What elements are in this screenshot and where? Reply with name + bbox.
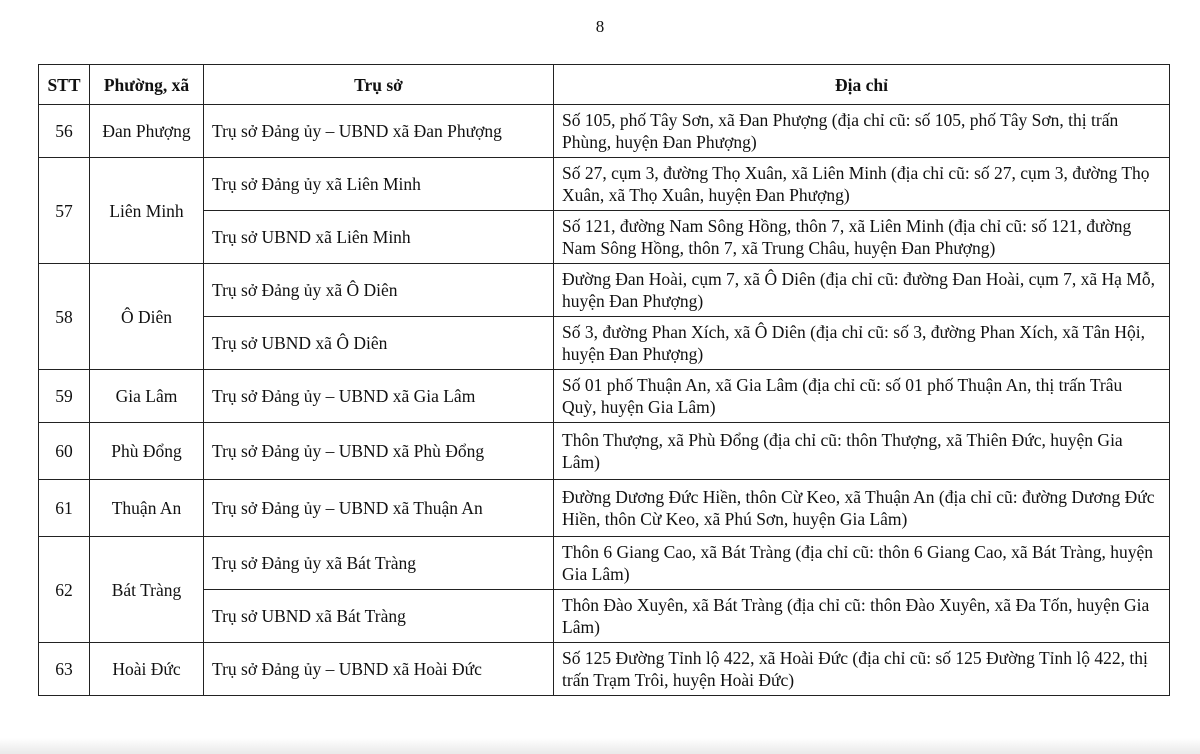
- stt-cell: 59: [39, 370, 90, 423]
- ward-cell: Đan Phượng: [90, 105, 204, 158]
- address-cell: Số 121, đường Nam Sông Hồng, thôn 7, xã Liên Minh (địa chỉ cũ: số 121, đường Nam Sông Hồng, thôn 7, xã Trung Châu, huyện Đan Phượng): [554, 211, 1170, 264]
- office-cell: Trụ sở Đảng ủy xã Liên Minh: [204, 158, 554, 211]
- office-cell: Trụ sở Đảng ủy – UBND xã Gia Lâm: [204, 370, 554, 423]
- office-cell: Trụ sở Đảng ủy – UBND xã Phù Đổng: [204, 423, 554, 480]
- stt-cell: 57: [39, 158, 90, 264]
- table-row: [39, 264, 1170, 317]
- stt-cell: 56: [39, 105, 90, 158]
- scan-edge-shade: [0, 738, 1200, 754]
- header-address: Địa chỉ: [554, 65, 1170, 105]
- stt-cell: 60: [39, 423, 90, 480]
- offices-table: [38, 64, 1170, 696]
- address-cell: Đường Dương Đức Hiền, thôn Cừ Keo, xã Thuận An (địa chỉ cũ: đường Dương Đức Hiền, thôn Cừ Keo, xã Phú Sơn, huyện Gia Lâm): [554, 480, 1170, 537]
- office-cell: Trụ sở Đảng ủy – UBND xã Đan Phượng: [204, 105, 554, 158]
- page-number: 8: [595, 17, 605, 36]
- office-cell: Trụ sở Đảng ủy xã Bát Tràng: [204, 537, 554, 590]
- ward-cell: Liên Minh: [90, 158, 204, 264]
- address-cell: Số 105, phố Tây Sơn, xã Đan Phượng (địa chỉ cũ: số 105, phố Tây Sơn, thị trấn Phùng, huyện Đan Phượng): [554, 105, 1170, 158]
- ward-cell: Thuận An: [90, 480, 204, 537]
- header-ward: Phường, xã: [90, 65, 204, 105]
- office-cell: Trụ sở UBND xã Liên Minh: [204, 211, 554, 264]
- ward-cell: Ô Diên: [90, 264, 204, 370]
- stt-cell: 62: [39, 537, 90, 643]
- stt-cell: 61: [39, 480, 90, 537]
- address-cell: Đường Đan Hoài, cụm 7, xã Ô Diên (địa chỉ cũ: đường Đan Hoài, cụm 7, xã Hạ Mỗ, huyện Đan Phượng): [554, 264, 1170, 317]
- office-cell: Trụ sở Đảng ủy – UBND xã Thuận An: [204, 480, 554, 537]
- address-cell: Số 125 Đường Tỉnh lộ 422, xã Hoài Đức (địa chỉ cũ: số 125 Đường Tỉnh lộ 422, thị trấn Trạm Trôi, huyện Hoài Đức): [554, 643, 1170, 696]
- table-row: [39, 643, 1170, 696]
- table-row: [39, 105, 1170, 158]
- address-cell: Số 27, cụm 3, đường Thọ Xuân, xã Liên Minh (địa chỉ cũ: số 27, cụm 3, đường Thọ Xuân, xã Thọ Xuân, huyện Đan Phượng): [554, 158, 1170, 211]
- office-cell: Trụ sở UBND xã Bát Tràng: [204, 590, 554, 643]
- office-cell: Trụ sở Đảng ủy – UBND xã Hoài Đức: [204, 643, 554, 696]
- ward-cell: Phù Đổng: [90, 423, 204, 480]
- table-row: [39, 537, 1170, 590]
- address-cell: Thôn Đào Xuyên, xã Bát Tràng (địa chỉ cũ: thôn Đào Xuyên, xã Đa Tốn, huyện Gia Lâm): [554, 590, 1170, 643]
- address-cell: Thôn 6 Giang Cao, xã Bát Tràng (địa chỉ cũ: thôn 6 Giang Cao, xã Bát Tràng, huyện Gia Lâm): [554, 537, 1170, 590]
- table-row: [39, 480, 1170, 537]
- address-cell: Thôn Thượng, xã Phù Đổng (địa chỉ cũ: thôn Thượng, xã Thiên Đức, huyện Gia Lâm): [554, 423, 1170, 480]
- office-cell: Trụ sở Đảng ủy xã Ô Diên: [204, 264, 554, 317]
- address-cell: Số 3, đường Phan Xích, xã Ô Diên (địa chỉ cũ: số 3, đường Phan Xích, xã Tân Hội, huyện Đan Phượng): [554, 317, 1170, 370]
- table-row: [39, 317, 1170, 370]
- header-stt: STT: [39, 65, 90, 105]
- office-cell: Trụ sở UBND xã Ô Diên: [204, 317, 554, 370]
- table-body: [39, 105, 1170, 696]
- address-cell: Số 01 phố Thuận An, xã Gia Lâm (địa chỉ cũ: số 01 phố Thuận An, thị trấn Trâu Quỳ, huyện Gia Lâm): [554, 370, 1170, 423]
- table-header-row: [39, 65, 1170, 105]
- ward-cell: Bát Tràng: [90, 537, 204, 643]
- header-office: Trụ sở: [204, 65, 554, 105]
- ward-cell: Gia Lâm: [90, 370, 204, 423]
- table-row: [39, 211, 1170, 264]
- table-row: [39, 590, 1170, 643]
- table-row: [39, 370, 1170, 423]
- stt-cell: 58: [39, 264, 90, 370]
- table-row: [39, 423, 1170, 480]
- stt-cell: 63: [39, 643, 90, 696]
- table-row: [39, 158, 1170, 211]
- ward-cell: Hoài Đức: [90, 643, 204, 696]
